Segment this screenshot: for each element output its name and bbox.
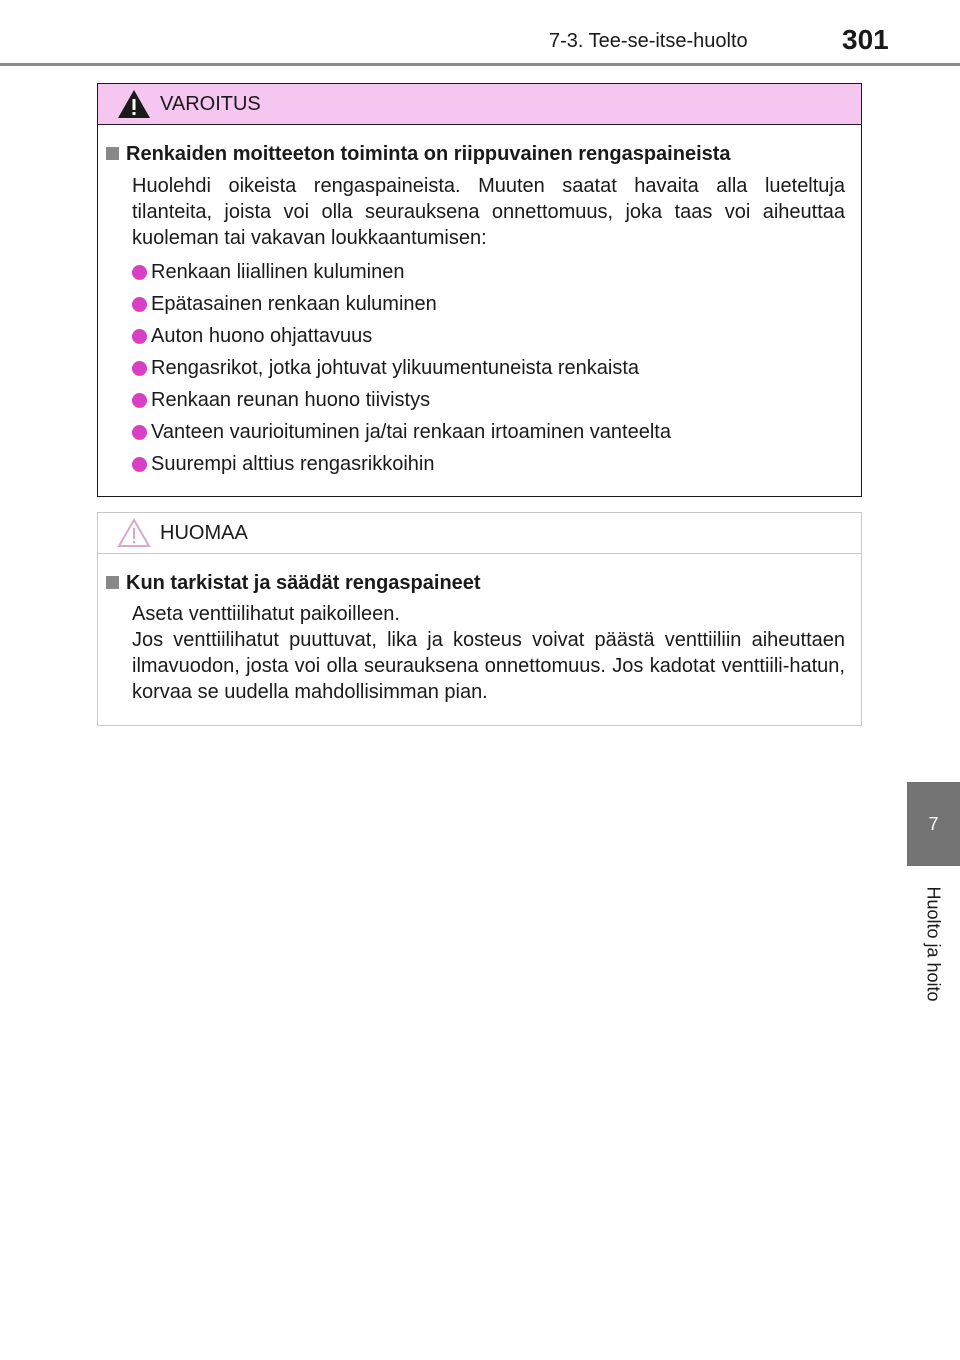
notice-box xyxy=(97,512,862,726)
bullet-dot-icon xyxy=(132,265,147,280)
warning-intro: Huolehdi oikeista rengaspaineista. Muuten saatat havaita alla lueteltuja tilanteita, joista voi olla seurauksena onnettomuus, joka taas voi aiheuttaa kuoleman tai vakavan loukkaantumisen: xyxy=(132,175,845,249)
chapter-number: 7 xyxy=(928,813,939,834)
square-bullet-icon xyxy=(106,147,119,160)
list-item-text: Renkaan reunan huono tiivistys xyxy=(151,389,431,411)
warning-header xyxy=(98,84,861,125)
warning-list xyxy=(132,259,845,477)
chapter-title: Huolto ja hoito xyxy=(923,886,944,1002)
bullet-dot-icon xyxy=(132,297,147,312)
warning-heading xyxy=(106,141,845,167)
notice-line-2: Jos venttiilihatut puuttuvat, lika ja kosteus voivat päästä venttiiliin aiheuttaen ilmavuodon, josta voi olla seurauksena onnettomuus. Jos kadotat venttiili-hatun, korvaa se uudella mahdollisimman pian. xyxy=(132,629,845,703)
list-item-text: Epätasainen renkaan kuluminen xyxy=(151,293,437,315)
list-item-text: Suurempi alttius rengasrikkoihin xyxy=(151,453,435,475)
list-item xyxy=(132,355,845,381)
list-item xyxy=(132,291,845,317)
notice-label: HUOMAA xyxy=(160,521,248,544)
list-item xyxy=(132,259,845,285)
bullet-dot-icon xyxy=(132,457,147,472)
notice-heading-text: Kun tarkistat ja säädät rengaspaineet xyxy=(126,572,481,594)
notice-header xyxy=(98,513,861,554)
running-header-section: 7-3. Tee-se-itse-huolto xyxy=(549,30,748,52)
notice-heading xyxy=(106,570,845,596)
notice-body xyxy=(98,554,861,705)
bullet-dot-icon xyxy=(132,361,147,376)
list-item xyxy=(132,419,845,445)
square-bullet-icon xyxy=(106,576,119,589)
warning-label: VAROITUS xyxy=(160,92,261,115)
list-item xyxy=(132,387,845,413)
bullet-dot-icon xyxy=(132,329,147,344)
warning-box xyxy=(97,83,862,497)
list-item-text: Vanteen vaurioituminen ja/tai renkaan irtoaminen vanteelta xyxy=(151,421,671,443)
list-item-text: Renkaan liiallinen kuluminen xyxy=(151,261,405,283)
list-item xyxy=(132,451,845,477)
list-item-text: Auton huono ohjattavuus xyxy=(151,325,373,347)
list-item-text: Rengasrikot, jotka johtuvat ylikuumentuneista renkaista xyxy=(151,357,640,379)
bullet-dot-icon xyxy=(132,425,147,440)
page-number: 301 xyxy=(842,24,889,55)
warning-heading-text: Renkaiden moitteeton toiminta on riippuvainen rengaspaineista xyxy=(126,143,731,165)
warning-body xyxy=(98,125,861,477)
header-divider xyxy=(0,63,960,66)
bullet-dot-icon xyxy=(132,393,147,408)
chapter-tab[interactable] xyxy=(907,782,960,866)
list-item xyxy=(132,323,845,349)
notice-line-1: Aseta venttiilihatut paikoilleen. xyxy=(132,603,400,625)
warning-triangle-icon xyxy=(116,88,152,120)
caution-triangle-icon xyxy=(116,517,152,549)
